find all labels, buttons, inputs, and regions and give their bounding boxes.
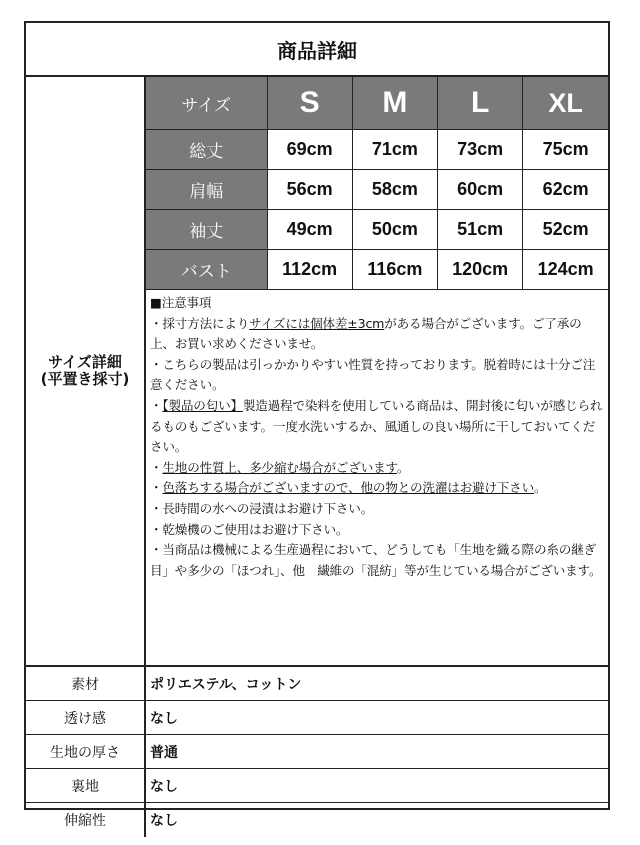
table-cell: 56cm (267, 170, 352, 210)
spec-row-sheerness (26, 701, 608, 735)
size-table (146, 77, 608, 290)
row-label-length: 総丈 (146, 130, 267, 170)
spec-key: 素材 (26, 667, 146, 700)
spec-row-stretch (26, 803, 608, 837)
table-cell: 120cm (438, 250, 523, 290)
table-cell: 52cm (523, 210, 608, 250)
notes-heading: ■注意事項 (150, 295, 212, 310)
note-item: ・乾燥機のご使用はお避け下さい。 (150, 521, 349, 537)
note-item: ・【製品の匂い】製造過程で染料を使用している商品は、開封後に匂いが感じられるものもございます。一度水洗いするか、風通しの良い場所に干しておいてください。 (150, 397, 603, 455)
spec-value: 普通 (150, 744, 178, 761)
spec-value: なし (150, 813, 178, 829)
care-notes (146, 290, 608, 665)
table-cell: 75cm (523, 130, 608, 170)
table-row (146, 210, 608, 250)
size-section (26, 77, 608, 667)
spec-row-material (26, 667, 608, 701)
page-title: 商品詳細 (26, 23, 608, 77)
size-label-main: サイズ詳細 (48, 352, 122, 371)
spec-value: なし (150, 710, 178, 727)
spec-value: ポリエステル、コットン (150, 676, 302, 693)
spec-key: 伸縮性 (26, 803, 146, 837)
spec-row-lining (26, 769, 608, 803)
size-detail-area (146, 77, 608, 665)
spec-row-thickness (26, 735, 608, 769)
note-item: ・生地の性質上、多少縮む場合がございます。 (150, 459, 410, 475)
table-cell: 60cm (438, 170, 523, 210)
spec-value: なし (150, 778, 178, 795)
product-detail-sheet (24, 21, 610, 829)
table-cell: 49cm (267, 210, 352, 250)
spec-key: 生地の厚さ (26, 735, 146, 768)
row-label-shoulder: 肩幅 (146, 170, 267, 210)
row-label-bust: バスト (146, 250, 267, 290)
table-cell: 58cm (352, 170, 437, 210)
table-row (146, 130, 608, 170)
size-header-row (146, 77, 608, 130)
note-item: ・採寸方法によりサイズには個体差±3cmがある場合がございます。ご了承の上、お買い求めくださいませ。 (150, 315, 582, 352)
table-cell: 69cm (267, 130, 352, 170)
note-item: ・こちらの製品は引っかかりやすい性質を持っております。脱着時には十分ご注意ください。 (150, 356, 596, 393)
table-cell: 71cm (352, 130, 437, 170)
size-section-label (26, 77, 146, 665)
table-cell: 73cm (438, 130, 523, 170)
table-cell: 124cm (523, 250, 608, 290)
row-label-sleeve: 袖丈 (146, 210, 267, 250)
spec-table (26, 667, 608, 837)
size-header-l: L (438, 77, 523, 130)
spec-key: 透け感 (26, 701, 146, 734)
table-row (146, 250, 608, 290)
table-cell: 112cm (267, 250, 352, 290)
size-header-s: S (267, 77, 352, 130)
table-cell: 116cm (352, 250, 437, 290)
size-header-xl: XL (523, 77, 608, 130)
note-item: ・長時間の水への浸漬はお避け下さい。 (150, 500, 374, 516)
table-row (146, 170, 608, 210)
table-cell: 51cm (438, 210, 523, 250)
note-item: ・色落ちする場合がございますので、他の物との洗濯はお避け下さい。 (150, 480, 547, 496)
size-label-sub: (平置き採寸) (40, 370, 130, 388)
table-cell: 62cm (523, 170, 608, 210)
size-header-m: M (352, 77, 437, 130)
note-item: ・当商品は機械による生産過程において、どうしても「生地を織る際の糸の継ぎ目」や多少の「ほつれ」、他 繊維の「混紡」等が生じている場合がございます。 (150, 542, 602, 578)
table-cell: 50cm (352, 210, 437, 250)
size-header-label: サイズ (146, 77, 267, 130)
spec-key: 裏地 (26, 769, 146, 802)
